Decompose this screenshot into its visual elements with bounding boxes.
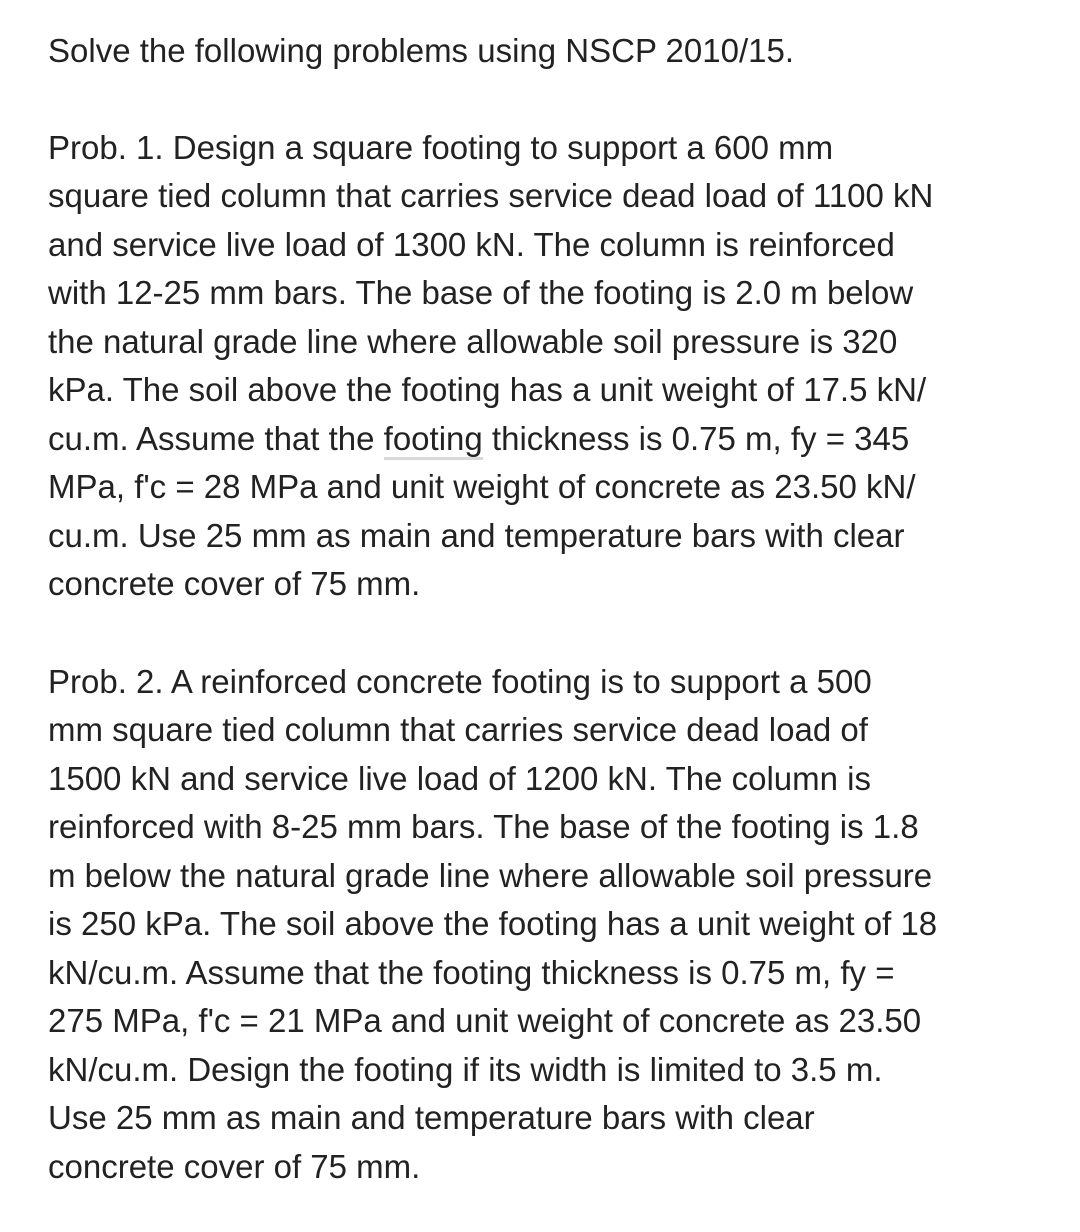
problem-2-line-11: concrete cover of 75 mm.	[48, 1148, 421, 1185]
problem-1-line-7	[48, 419, 909, 459]
line-7-pre: cu.m. Assume that the	[48, 420, 384, 457]
problem-2-line-8: 275 MPa, f'c = 21 MPa and unit weight of concrete as 23.50	[48, 1002, 922, 1039]
problem-1-line-1: Prob. 1. Design a square footing to support a 600 mm	[48, 129, 834, 166]
problem-2-line-4: reinforced with 8-25 mm bars. The base of the footing is 1.8	[48, 808, 919, 845]
problem-2-line-1: Prob. 2. A reinforced concrete footing is to support a 500	[48, 663, 872, 700]
problem-2-line-10: Use 25 mm as main and temperature bars with clear	[48, 1099, 815, 1136]
problem-2-line-6: is 250 kPa. The soil above the footing has a unit weight of 18	[48, 905, 938, 942]
problem-1-line-2: square tied column that carries service dead load of 1100 kN	[48, 177, 934, 214]
problem-2-line-9: kN/cu.m. Design the footing if its width is limited to 3.5 m.	[48, 1051, 883, 1088]
problem-1-line-10: concrete cover of 75 mm.	[48, 565, 421, 602]
problem-1-line-4: with 12-25 mm bars. The base of the footing is 2.0 m below	[48, 274, 914, 311]
problem-1-line-9: cu.m. Use 25 mm as main and temperature bars with clear	[48, 517, 905, 554]
line-7-post: thickness is 0.75 m, fy = 345	[482, 420, 910, 457]
problem-1-line-5: the natural grade line where allowable soil pressure is 320	[48, 323, 898, 360]
problem-2-line-3: 1500 kN and service live load of 1200 kN. The column is	[48, 760, 872, 797]
highlighted-word: footing	[384, 420, 483, 460]
problem-1-line-3: and service live load of 1300 kN. The column is reinforced	[48, 226, 895, 263]
problem-2-line-7: kN/cu.m. Assume that the footing thickness is 0.75 m, fy =	[48, 954, 895, 991]
problem-1-line-8: MPa, f'c = 28 MPa and unit weight of concrete as 23.50 kN/	[48, 468, 916, 505]
problem-1-line-6: kPa. The soil above the footing has a unit weight of 17.5 kN/	[48, 371, 927, 408]
problem-2-line-2: mm square tied column that carries service dead load of	[48, 711, 868, 748]
problem-2-line-5: m below the natural grade line where allowable soil pressure	[48, 857, 933, 894]
heading: Solve the following problems using NSCP 2010/15.	[48, 32, 794, 69]
